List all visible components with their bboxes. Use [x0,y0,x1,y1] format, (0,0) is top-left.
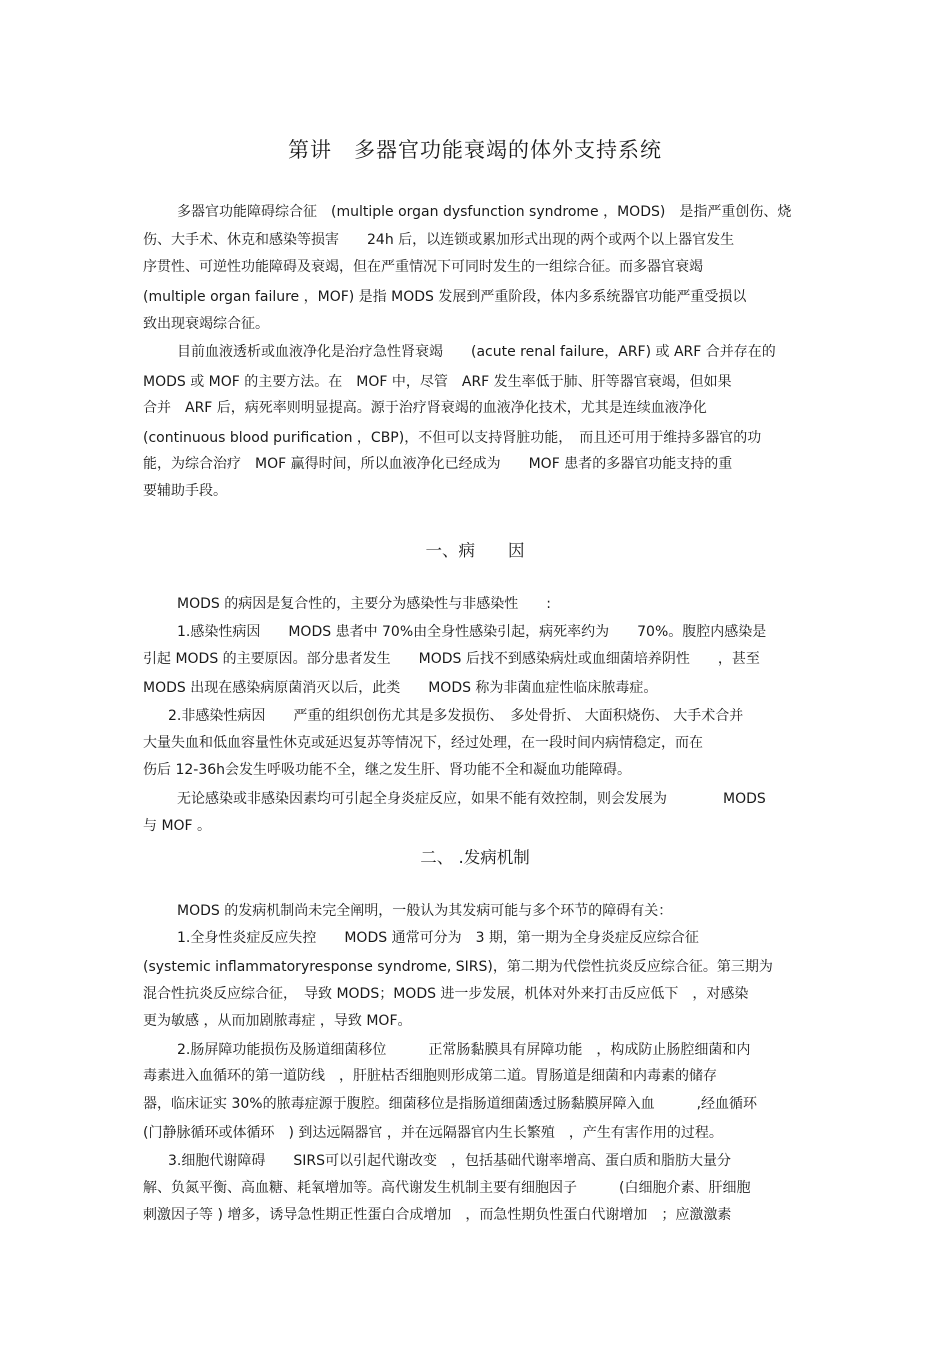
paragraph-line: (continuous blood purification ，CBP)，不但可以支持肾脏功能， 而且还可用于维持多器官的功 [143,430,762,446]
paragraph-line: MODS 出现在感染病原菌消灭以后，此类 MODS 称为非菌血症性临床脓毒症。 [143,680,658,696]
paragraph-line: 伤、大手术、休克和感染等损害 24h 后，以连锁或累加形式出现的两个或两个以上器官发生 [143,232,735,248]
paragraph-line: 2.肠屏障功能损伤及肠道细菌移位 正常肠黏膜具有屏障功能 ，构成防止肠腔细菌和内 [177,1042,751,1058]
paragraph-line: 无论感染或非感染因素均可引起全身炎症反应，如果不能有效控制，则会发展为 MODS [177,791,766,807]
paragraph-line: 混合性抗炎反应综合征， 导致 MODS；MODS 进一步发展，机体对外来打击反应低下 ，对感染 [143,986,749,1002]
section-heading-causes: 一、病 因 [425,541,525,560]
paragraph-line: 1.感染性病因 MODS 患者中 70%由全身性感染引起，病死率约为 70%。腹腔内感染是 [177,624,767,640]
paragraph-line: MODS 的发病机制尚未完全阐明，一般认为其发病可能与多个环节的障碍有关： [177,903,673,919]
paragraph-line: 器，临床证实 30%的脓毒症源于腹腔。细菌移位是指肠道细菌透过肠黏膜屏障入血 ,经血循环 [143,1096,758,1112]
paragraph-line: 刺激因子等 ) 增多，诱导急性期正性蛋白合成增加 ，而急性期负性蛋白代谢增加 ；应激激素 [143,1207,732,1223]
paragraph-line: 多器官功能障碍综合征 (multiple organ dysfunction syndrome ，MODS) 是指严重创伤、烧 [177,204,792,220]
paragraph-line: 1.全身性炎症反应失控 MODS 通常可分为 3 期，第一期为全身炎症反应综合征 [177,930,699,946]
paragraph-line: 大量失血和低血容量性休克或延迟复苏等情况下，经过处理，在一段时间内病情稳定，而在 [143,735,703,751]
paragraph-line: 解、负氮平衡、高血糖、耗氧增加等。高代谢发生机制主要有细胞因子 (白细胞介素、肝细胞 [143,1180,751,1196]
paragraph-line: 2.非感染性病因 严重的组织创伤尤其是多发损伤、 多处骨折、 大面积烧伤、 大手术合并 [168,708,744,724]
paragraph-line: 毒素进入血循环的第一道防线 ，肝脏枯否细胞则形成第二道。胃肠道是细菌和内毒素的储存 [143,1068,717,1084]
paragraph-line: 引起 MODS 的主要原因。部分患者发生 MODS 后找不到感染病灶或血细菌培养阴性 ，甚至 [143,651,760,667]
paragraph-line: MODS 的病因是复合性的，主要分为感染性与非感染性 : [177,596,551,612]
paragraph-line: 与 MOF 。 [143,818,212,834]
paragraph-line: 3.细胞代谢障碍 SIRS可以引起代谢改变 ，包括基础代谢率增高、蛋白质和脂肪大量分 [168,1153,731,1169]
paragraph-line: (systemic inflammatoryresponse syndrome, SIRS)，第二期为代偿性抗炎反应综合征。第三期为 [143,959,773,975]
paragraph-line: 序贯性、可逆性功能障碍及衰竭，但在严重情况下可同时发生的一组综合征。而多器官衰竭 [143,259,703,275]
paragraph-line: 致出现衰竭综合征。 [143,316,269,332]
paragraph-line: 伤后 12-36h会发生呼吸功能不全，继之发生肝、肾功能不全和凝血功能障碍。 [143,762,632,778]
section-heading-mechanism: 二、 .发病机制 [420,848,530,867]
paragraph-line: 合并 ARF 后，病死率则明显提高。源于治疗肾衰竭的血液净化技术，尤其是连续血液净化 [143,400,707,416]
paragraph-line: 要辅助手段。 [143,483,227,499]
paragraph-line: (门静脉循环或体循环 ) 到达远隔器官 ，并在远隔器官内生长繁殖 ，产生有害作用的过程。 [143,1125,723,1141]
paragraph-line: MODS 或 MOF 的主要方法。在 MOF 中，尽管 ARF 发生率低于肺、肝等器官衰竭，但如果 [143,374,732,390]
paragraph-line: 更为敏感 ，从而加剧脓毒症 ，导致 MOF。 [143,1013,412,1029]
paragraph-line: 能，为综合治疗 MOF 赢得时间，所以血液净化已经成为 MOF 患者的多器官功能支持的重 [143,456,733,472]
page-title: 第讲 多器官功能衰竭的体外支持系统 [288,138,662,162]
paragraph-line: (multiple organ failure ，MOF) 是指 MODS 发展到严重阶段，体内多系统器官功能严重受损以 [143,289,747,305]
paragraph-line: 目前血液透析或血液净化是治疗急性肾衰竭 (acute renal failure，ARF) 或 ARF 合并存在的 [177,344,776,360]
